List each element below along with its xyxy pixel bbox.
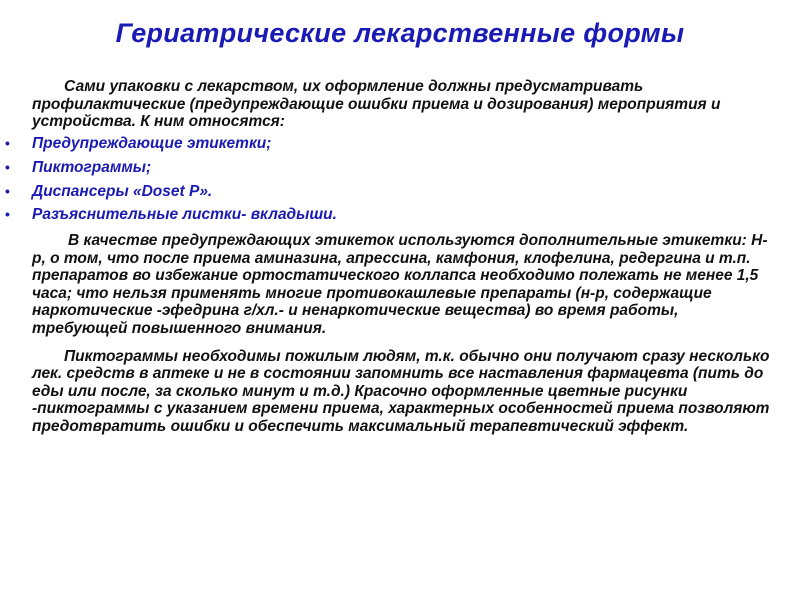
list-item-text: Предупреждающие этикетки; [32, 134, 272, 152]
list-item-text: Пиктограммы; [32, 158, 152, 176]
bullet-icon: • [5, 134, 10, 151]
list-item-text: Диспансеры «Doset P». [32, 182, 213, 200]
slide-title: Гериатрические лекарственные формы [115, 18, 685, 48]
bullet-list [5, 134, 777, 224]
list-item-text: Разъяснительные листки- вкладыши. [32, 206, 337, 224]
warnings-paragraph: В качестве предупреждающих этикеток используются дополнительные этикетки: Н-р, о том, что после приема аминазина, апрессина, камфония, клофелина, редергина и т.п. препаратов во избежание ортостатического коллапса необходимо полежать не менее 1,5 часа; что нельзя применять многие противокашлевые препараты (н-р, содержащие наркотические -эфедрина г/хл.- и ненаркотические вещества) во время работы, требующей повышенного внимания. [32, 232, 768, 338]
bullet-icon: • [5, 206, 10, 223]
list-item [5, 158, 777, 177]
list-item [5, 206, 777, 224]
intro-paragraph: Сами упаковки с лекарством, их оформление должны предусматривать профилактические (предупреждающие ошибки приема и дозирования) мероприятия и устройства. К ним относятся: [32, 78, 721, 131]
bullet-icon: • [5, 158, 10, 175]
slide-content [5, 78, 777, 436]
list-item [5, 182, 777, 201]
list-item [5, 134, 777, 153]
pictograms-paragraph: Пиктограммы необходимы пожилым людям, т.к. обычно они получают сразу несколько лек. средств в аптеке и не в состоянии запомнить все наставления фармацевта (пить до еды или после, за сколько минут и т.д.) Красочно оформленные цветные рисунки -пиктограммы с указанием времени приема, характерных особенностей приема позволяют предотвратить ошибки и обеспечить максимальный терапевтический эффект. [32, 347, 770, 435]
bullet-icon: • [5, 182, 10, 199]
